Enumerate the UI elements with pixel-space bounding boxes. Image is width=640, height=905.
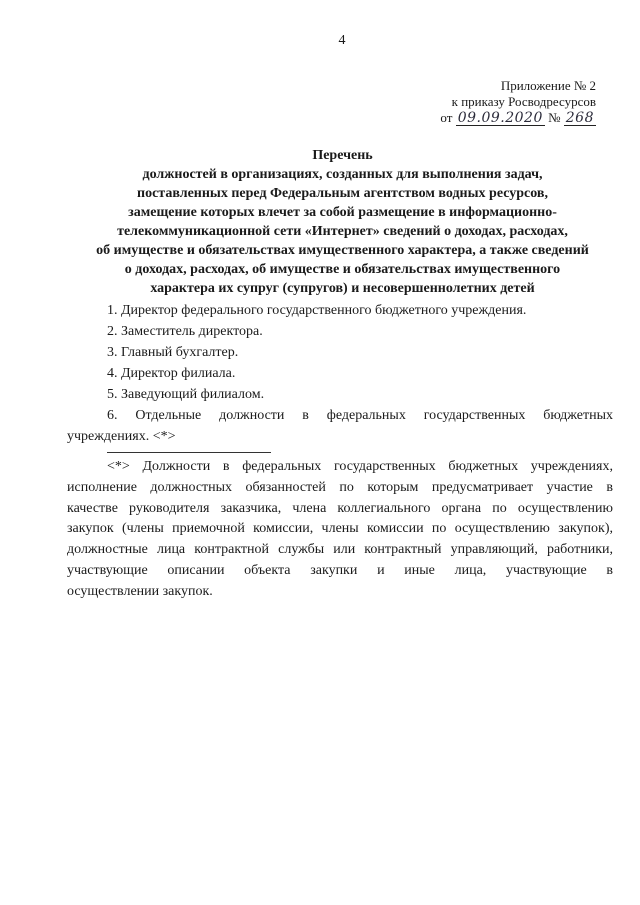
footnote-line: <*> Должности в федеральных государственных бюджетных учреждениях, xyxy=(107,459,613,474)
positions-list xyxy=(67,300,613,447)
footnote-line: исполнение должностных обязанностей по которым предусматривает участие в xyxy=(67,479,613,495)
footnote-line: должностные лица контрактной службы или контрактный управляющий, работники, xyxy=(67,542,613,558)
annex-from-label: от xyxy=(440,110,453,125)
list-item: 1. Директор федерального государственного бюджетного учреждения. xyxy=(107,303,527,318)
title-line: должностей в организациях, созданных для выполнения задач, xyxy=(142,167,543,182)
title-line: поставленных перед Федеральным агентством водных ресурсов, xyxy=(137,186,548,201)
page-number: 4 xyxy=(338,33,346,48)
annex-number-label: № xyxy=(548,110,561,125)
title-line: замещение которых влечет за собой размещение в информационно- xyxy=(128,205,557,220)
footnote-line: закупок (члены приемочной комиссии, члены комиссии по осуществлению закупок), xyxy=(67,521,613,537)
list-item: 2. Заместитель директора. xyxy=(107,324,263,339)
list-item-6-line2: учреждениях. <*> xyxy=(67,429,176,444)
footnote-divider xyxy=(107,452,271,453)
annex-date-line xyxy=(440,110,596,126)
title-line: характера их супруг (супругов) и несовершеннолетних детей xyxy=(150,281,535,296)
footnote-line: осуществлении закупок. xyxy=(67,583,213,599)
title-heading: Перечень xyxy=(312,148,373,163)
title-line: об имуществе и обязательствах имущественного характера, а также сведений xyxy=(96,243,589,258)
annex-number: 268 xyxy=(565,110,594,126)
footnote xyxy=(67,457,613,603)
title-line: телекоммуникационной сети «Интернет» сведений о доходах, расходах, xyxy=(117,224,568,239)
title-line: о доходах, расходах, об имуществе и обязательствах имущественного xyxy=(124,262,561,277)
annex-block xyxy=(440,78,596,126)
list-item: 4. Директор филиала. xyxy=(107,366,236,381)
footnote-line: участвующие описании объекта закупки и иные лица, участвующие в xyxy=(67,562,613,578)
footnote-line: качестве руководителя заказчика, члена коллегиального органа по осуществлению xyxy=(67,500,613,516)
list-item-6-line1: 6. Отдельные должности в федеральных государственных бюджетных xyxy=(107,408,613,423)
list-item-6 xyxy=(67,405,613,447)
annex-title: Приложение № 2 xyxy=(500,78,596,93)
list-item: 3. Главный бухгалтер. xyxy=(107,345,239,360)
annex-order-ref: к приказу Росводресурсов xyxy=(451,94,596,109)
annex-date: 09.09.2020 xyxy=(457,110,543,126)
list-item: 5. Заведующий филиалом. xyxy=(107,387,265,402)
document-title xyxy=(80,146,605,298)
